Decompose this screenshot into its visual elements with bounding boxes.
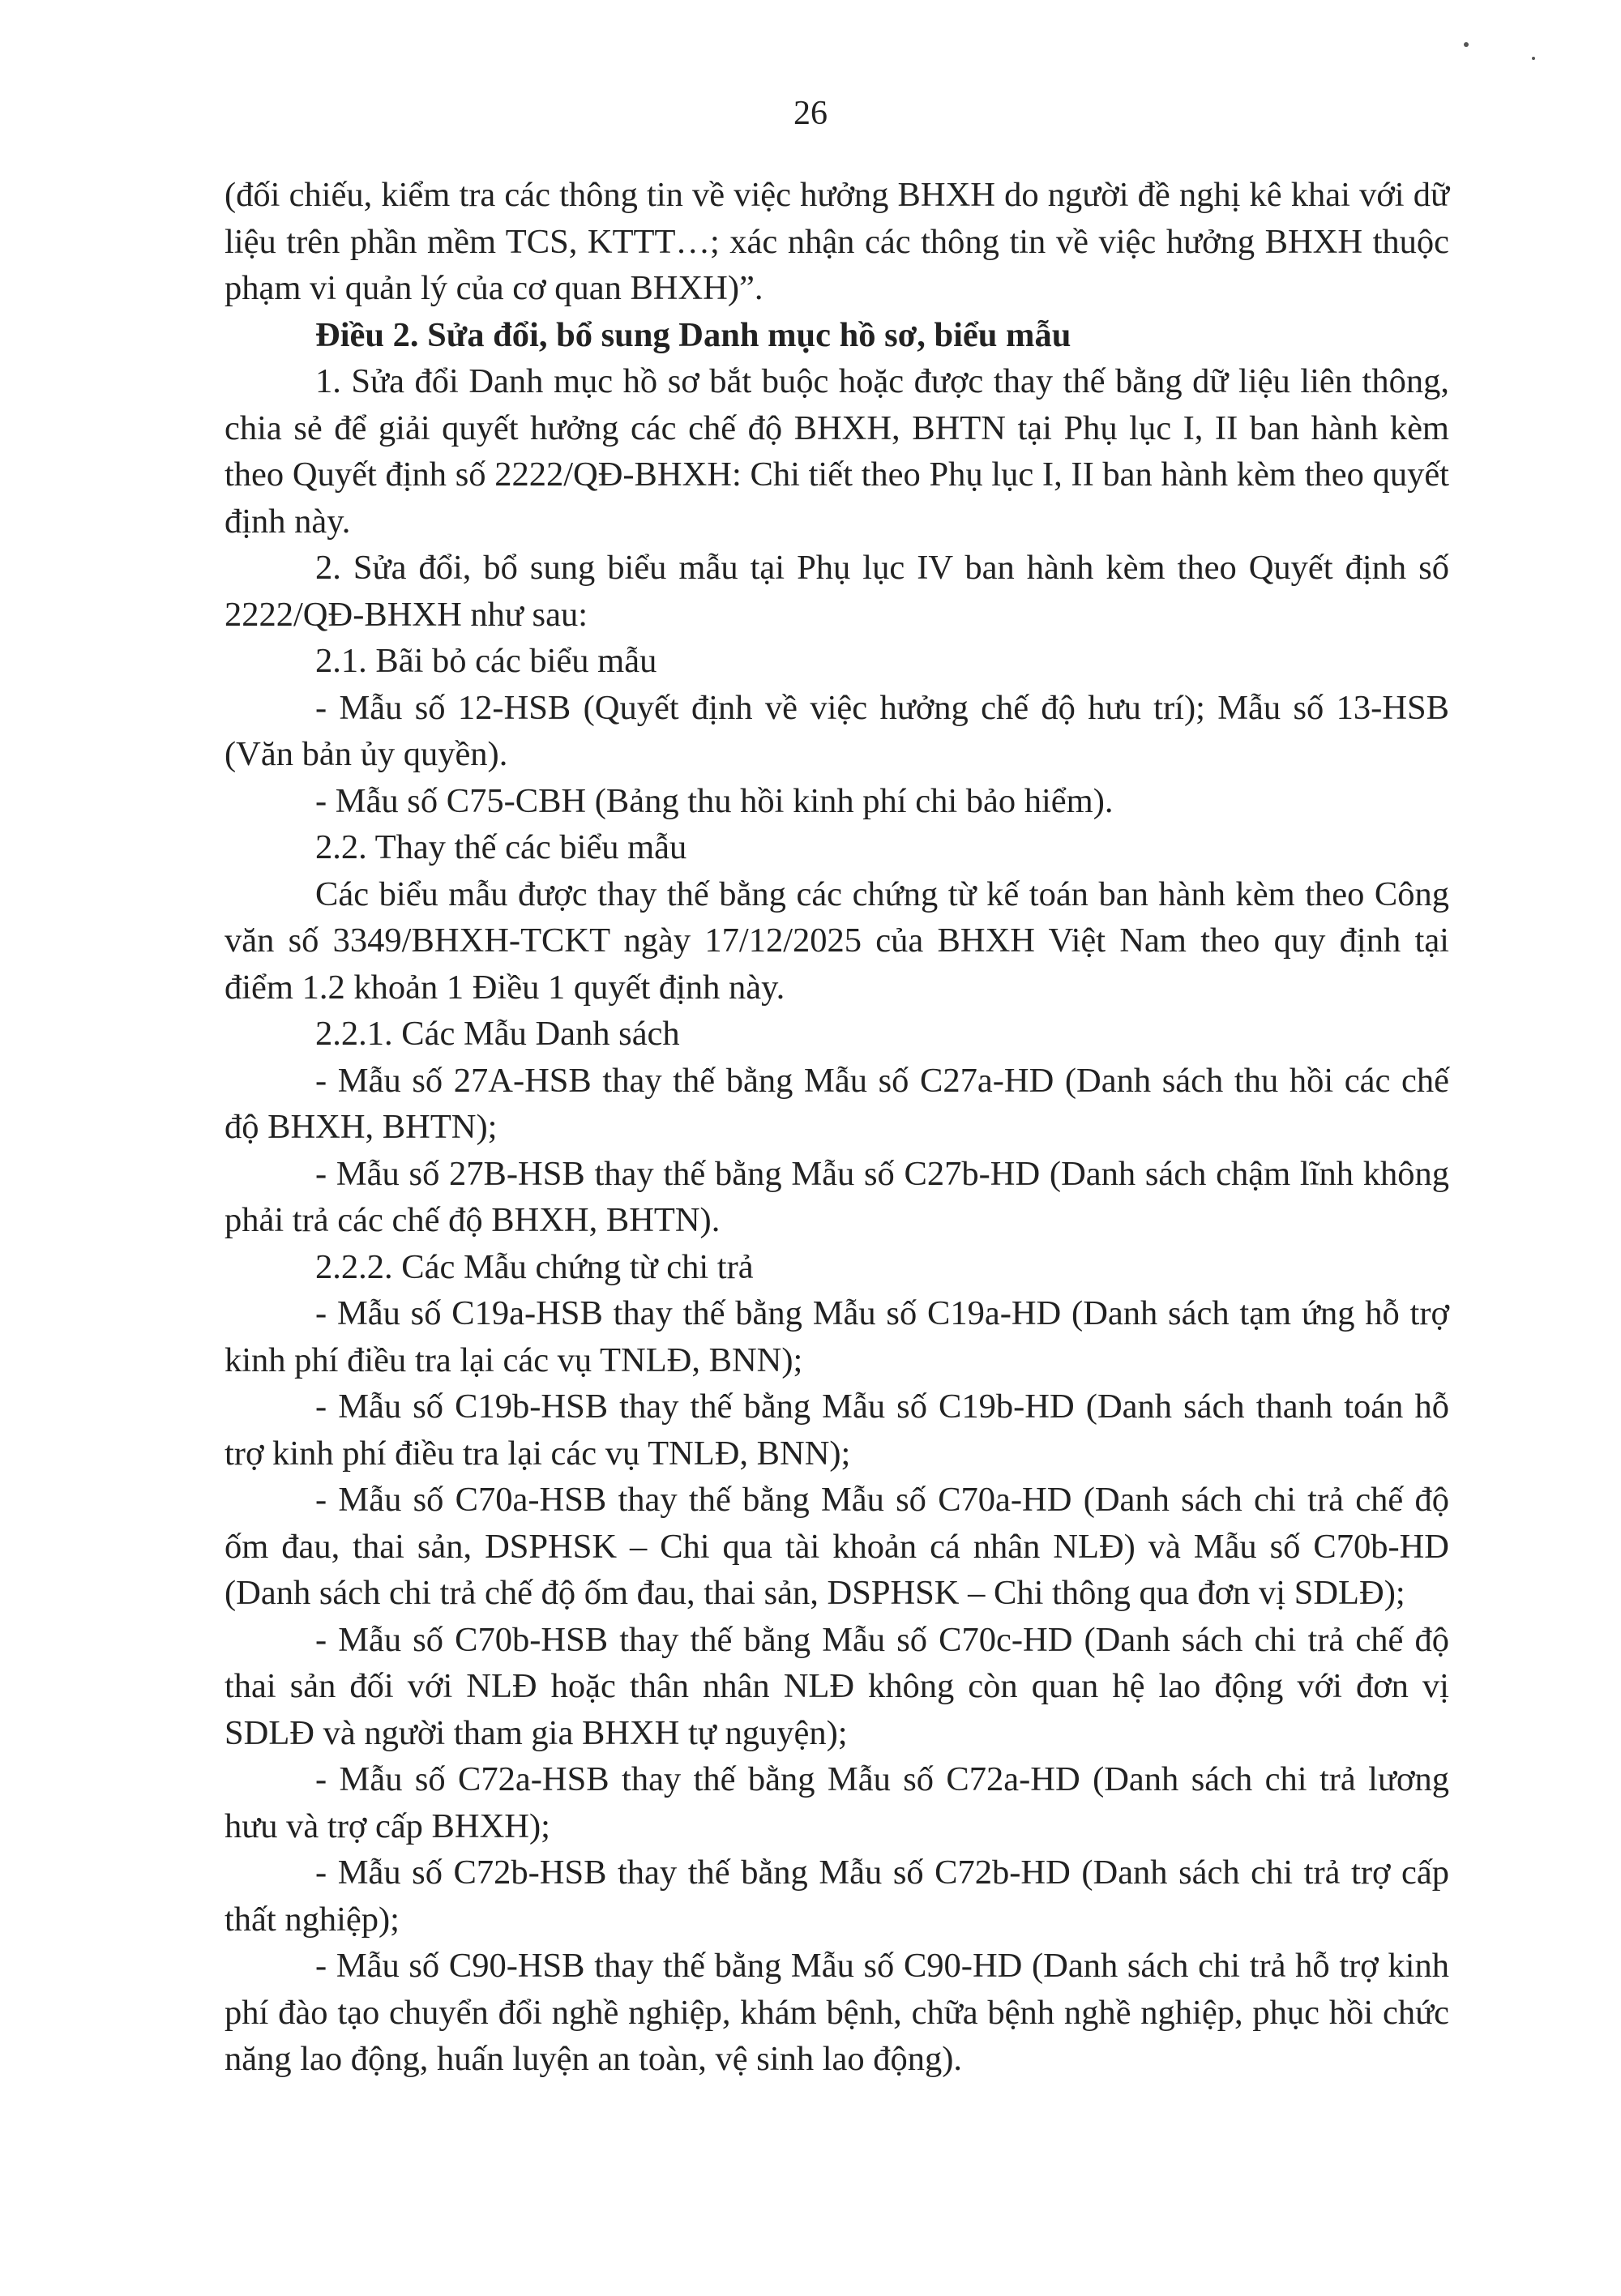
paragraph-replacement-note: Các biểu mẫu được thay thế bằng các chứng từ kế toán ban hành kèm theo Công văn số 3349/BHXH-TCKT ngày 17/12/2025 của BHXH Việt Nam theo quy định tại điểm 1.2 khoản 1 Điều 1 quyết định này.: [225, 874, 1449, 1007]
subheading-2-2: 2.2. Thay thế các biểu mẫu: [315, 828, 687, 866]
document-body: [225, 172, 1449, 2083]
paragraph-item-1: 1. Sửa đổi Danh mục hồ sơ bắt buộc hoặc được thay thế bằng dữ liệu liên thông, chia sẻ để giải quyết hưởng các chế độ BHXH, BHTN tại Phụ lục I, II ban hành kèm theo Quyết định số 2222/QĐ-BHXH: Chi tiết theo Phụ lục I, II ban hành kèm theo quyết định này.: [225, 362, 1449, 541]
scan-speck: [1532, 57, 1535, 60]
page-number: 26: [793, 95, 828, 132]
list-item: - Mẫu số C70a-HSB thay thế bằng Mẫu số C70a-HD (Danh sách chi trả chế độ ốm đau, thai sản, DSPHSK – Chi qua tài khoản cá nhân NLĐ) và Mẫu số C70b-HD (Danh sách chi trả chế độ ốm đau, thai sản, DSPHSK – Chi thông qua đơn vị SDLĐ);: [225, 1481, 1449, 1612]
subheading-2-1: 2.1. Bãi bỏ các biểu mẫu: [315, 642, 657, 680]
article-2-heading: Điều 2. Sửa đổi, bổ sung Danh mục hồ sơ, biểu mẫu: [315, 315, 1071, 354]
subheading-2-2-1: 2.2.1. Các Mẫu Danh sách: [315, 1015, 680, 1053]
scan-speck: [1464, 42, 1469, 47]
list-item: - Mẫu số C19b-HSB thay thế bằng Mẫu số C19b-HD (Danh sách thanh toán hỗ trợ kinh phí điều tra lại các vụ TNLĐ, BNN);: [225, 1387, 1449, 1473]
list-item: - Mẫu số C72a-HSB thay thế bằng Mẫu số C72a-HD (Danh sách chi trả lương hưu và trợ cấp BHXH);: [225, 1760, 1449, 1845]
list-item: - Mẫu số 27A-HSB thay thế bằng Mẫu số C27a-HD (Danh sách thu hồi các chế độ BHXH, BHTN);: [225, 1061, 1449, 1146]
list-item: - Mẫu số C90-HSB thay thế bằng Mẫu số C90-HD (Danh sách chi trả hỗ trợ kinh phí đào tạo chuyển đổi nghề nghiệp, khám bệnh, chữa bệnh nghề nghiệp, phục hồi chức năng lao động, huấn luyện an toàn, vệ sinh lao động).: [225, 1947, 1449, 2078]
list-item: - Mẫu số 27B-HSB thay thế bằng Mẫu số C27b-HD (Danh sách chậm lĩnh không phải trả các chế độ BHXH, BHTN).: [225, 1154, 1449, 1239]
list-item: - Mẫu số C72b-HSB thay thế bằng Mẫu số C72b-HD (Danh sách chi trả trợ cấp thất nghiệp);: [225, 1853, 1449, 1939]
list-item: - Mẫu số C19a-HSB thay thế bằng Mẫu số C19a-HD (Danh sách tạm ứng hỗ trợ kinh phí điều tra lại các vụ TNLĐ, BNN);: [225, 1294, 1449, 1379]
list-item: - Mẫu số C75-CBH (Bảng thu hồi kinh phí chi bảo hiểm).: [315, 781, 1114, 820]
paragraph-item-2: 2. Sửa đổi, bổ sung biểu mẫu tại Phụ lục IV ban hành kèm theo Quyết định số 2222/QĐ-BHXH như sau:: [225, 549, 1449, 634]
list-item: - Mẫu số 12-HSB (Quyết định về việc hưởng chế độ hưu trí); Mẫu số 13-HSB (Văn bản ủy quyền).: [225, 688, 1449, 773]
subheading-2-2-2: 2.2.2. Các Mẫu chứng từ chi trả: [315, 1247, 754, 1286]
list-item: - Mẫu số C70b-HSB thay thế bằng Mẫu số C70c-HD (Danh sách chi trả chế độ thai sản đối với NLĐ hoặc thân nhân NLĐ không còn quan hệ lao động với đơn vị SDLĐ và người tham gia BHXH tự nguyện);: [225, 1620, 1449, 1752]
paragraph-intro-continuation: (đối chiếu, kiểm tra các thông tin về việc hưởng BHXH do người đề nghị kê khai với dữ liệu trên phần mềm TCS, KTTT…; xác nhận các thông tin về việc hưởng BHXH thuộc phạm vi quản lý của cơ quan BHXH)”.: [225, 176, 1449, 307]
